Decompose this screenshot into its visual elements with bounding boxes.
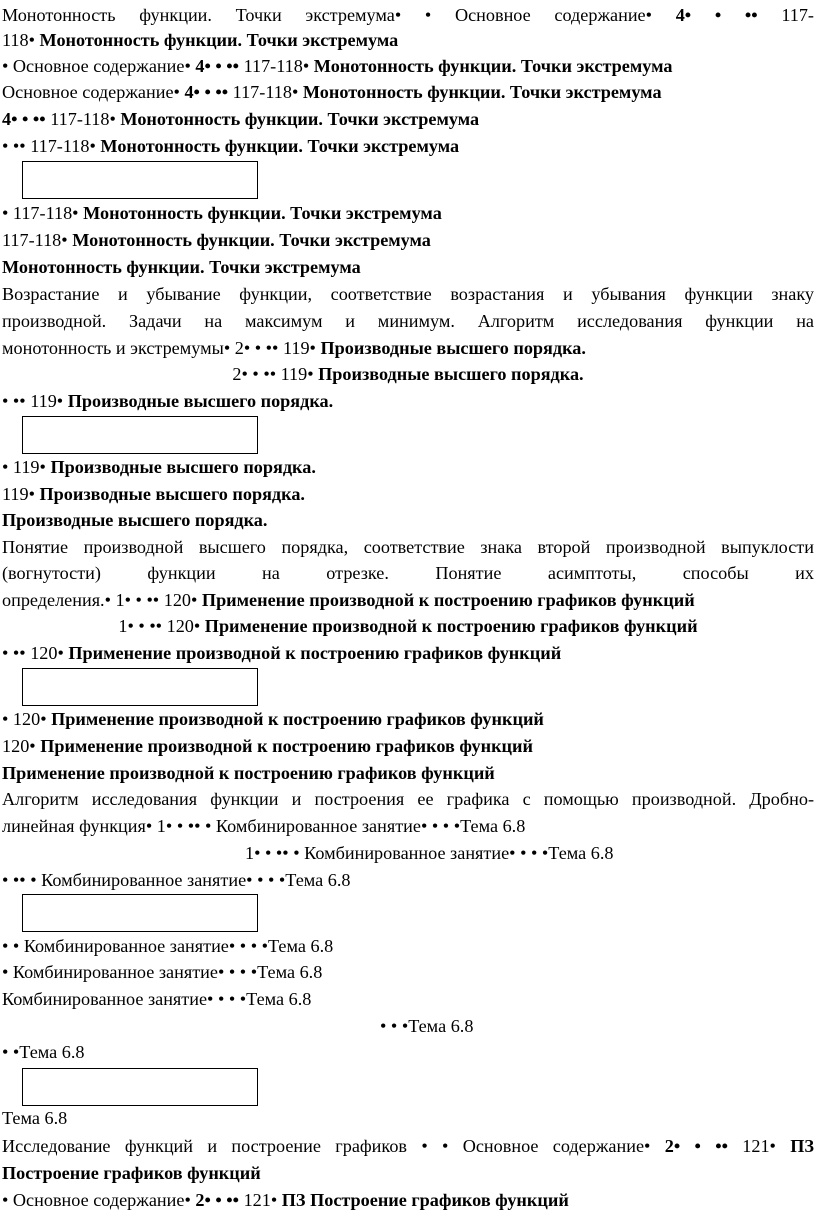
- text-line: Тема 6.8: [2, 1108, 68, 1128]
- empty-frame-box: [22, 1068, 258, 1106]
- text-line: 2• • •• 119• Производные высшего порядка.: [232, 364, 584, 384]
- text-line: 118• Монотонность функции. Точки экстремума: [2, 30, 399, 50]
- text-line: 1• • •• 120• Применение производной к построению графиков функций: [118, 616, 698, 636]
- text-line: • 117-118• Монотонность функции. Точки экстремума: [2, 203, 442, 223]
- text-line: 117-118• Монотонность функции. Точки экстремума: [2, 230, 431, 250]
- text-line: • Основное содержание• 2• • •• 121• ПЗ Построение графиков функций: [2, 1190, 569, 1210]
- text-line: • •Тема 6.8: [2, 1042, 85, 1062]
- text-line: 1• • •• • Комбинированное занятие• • • •Тема 6.8: [245, 843, 614, 863]
- text-line: • Основное содержание• 4• • •• 117-118• Монотонность функции. Точки экстремума: [2, 56, 673, 76]
- section-heading: Монотонность функции. Точки экстремума: [2, 257, 361, 277]
- text-line: • •• 119• Производные высшего порядка.: [2, 391, 334, 411]
- paragraph-line: Понятие производной высшего порядка, соответствие знака второй производной выпуклости: [2, 537, 814, 557]
- section-heading: Построение графиков функций: [2, 1163, 261, 1183]
- paragraph-line: Возрастание и убывание функции, соответствие возрастания и убывания функции знаку: [2, 284, 814, 304]
- text-line: 120• Применение производной к построению графиков функций: [2, 736, 533, 756]
- text-line: Монотонность функции. Точки экстремума• • Основное содержание• 4• • •• 117-: [2, 5, 814, 25]
- section-heading: Производные высшего порядка.: [2, 510, 268, 530]
- text-line: 119• Производные высшего порядка.: [2, 484, 305, 504]
- text-line: Комбинированное занятие• • • •Тема 6.8: [2, 989, 312, 1009]
- empty-frame-box: [22, 161, 258, 199]
- text-line: Исследование функций и построение графиков • • Основное содержание• 2• • •• 121• ПЗ: [2, 1136, 814, 1156]
- text-line: • Комбинированное занятие• • • •Тема 6.8: [2, 962, 323, 982]
- empty-frame-box: [22, 416, 258, 454]
- text-line: • •• • Комбинированное занятие• • • •Тема 6.8: [2, 870, 351, 890]
- text-line: линейная функция• 1• • •• • Комбинированное занятие• • • •Тема 6.8: [2, 816, 526, 836]
- empty-frame-box: [22, 668, 258, 706]
- text-line: Основное содержание• 4• • •• 117-118• Монотонность функции. Точки экстремума: [2, 82, 662, 102]
- text-line: • • Комбинированное занятие• • • •Тема 6.8: [2, 936, 334, 956]
- text-line: 4• • •• 117-118• Монотонность функции. Точки экстремума: [2, 109, 480, 129]
- section-heading: Применение производной к построению графиков функций: [2, 763, 495, 783]
- paragraph-line: Алгоритм исследования функции и построения ее графика с помощью производной. Дробно-: [2, 789, 814, 809]
- paragraph-line: производной. Задачи на максимум и минимум. Алгоритм исследования функции на: [2, 311, 814, 331]
- empty-frame-box: [22, 894, 258, 932]
- text-line: определения.• 1• • •• 120• Применение производной к построению графиков функций: [2, 590, 695, 610]
- text-line: • •• 117-118• Монотонность функции. Точки экстремума: [2, 136, 460, 156]
- text-line: • • •Тема 6.8: [380, 1016, 474, 1036]
- text-line: • 119• Производные высшего порядка.: [2, 457, 316, 477]
- paragraph-line: (вогнутости) функции на отрезке. Понятие асимптоты, способы их: [2, 563, 814, 583]
- text-line: • 120• Применение производной к построению графиков функций: [2, 709, 544, 729]
- text-line: монотонность и экстремумы• 2• • •• 119• Производные высшего порядка.: [2, 338, 586, 358]
- text-line: • •• 120• Применение производной к построению графиков функций: [2, 643, 562, 663]
